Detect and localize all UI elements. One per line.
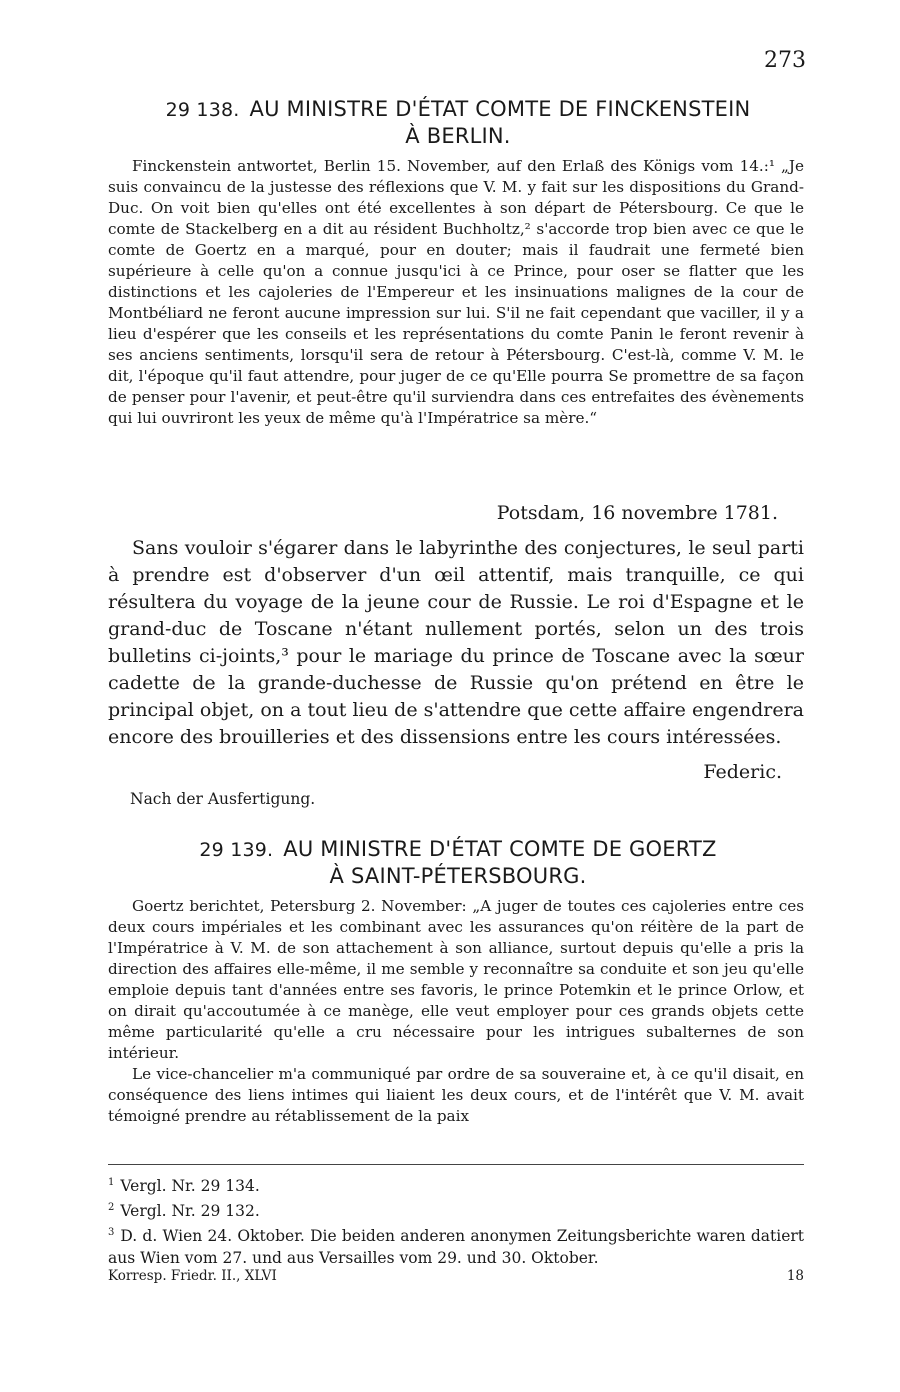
letter2-report-p2: Le vice-chancelier m'a communiqué par ordre de sa souveraine et, à ce qu'il disait, en conséquence des liens intimes qui liaient les deux cours, et de l'intérêt que V. M. avait témoigné prendre au rétablissement de la paix bbox=[108, 1065, 804, 1125]
letter2-title-line1: AU MINISTRE D'ÉTAT COMTE DE GOERTZ bbox=[283, 837, 717, 861]
footnote-3 bbox=[108, 1222, 804, 1269]
letter1-title-line1: AU MINISTRE D'ÉTAT COMTE DE FINCKENSTEIN bbox=[249, 97, 751, 121]
letter2-number: 29 139. bbox=[199, 839, 274, 861]
footnotes bbox=[108, 1172, 804, 1269]
letter1-number: 29 138. bbox=[165, 99, 240, 121]
footer-series-title: Korresp. Friedr. II., XLVI bbox=[108, 1268, 277, 1284]
footnote-mark: 3 bbox=[108, 1227, 115, 1239]
letter2-report-p1: Goertz berichtet, Petersburg 2. November: „A juger de toutes ces cajoleries entre ces deux cours impériales et les combinant avec les assurances qu'on réitère de la part de l'Impératrice à V. M. de son attachement à son alliance, surtout depuis qu'elle a pris la direction des affaires elle-même, il me semble y reconnaître sa conduite et son jeu qu'elle emploie depuis tant d'années entre ses favoris, le prince Potemkin et le prince Orlow, et on dirait qu'accoutumée à ce manège, elle veut employer pour ces grands objets cette même particularité qu'elle a cru nécessaire pour les intrigues subalternes de son intérieur. bbox=[108, 897, 804, 1062]
footnote-1 bbox=[108, 1172, 804, 1197]
letter1-heading bbox=[108, 96, 808, 149]
page-footer bbox=[108, 1268, 804, 1284]
letter1-report-text: Finckenstein antwortet, Berlin 15. November, auf den Erlaß des Königs vom 14.:¹ „Je suis convaincu de la justesse des réflexions que V. M. y fait sur les dispositions du Grand-Duc. On voit bien qu'elles ont été excellentes à son départ de Pétersbourg. Ce que le comte de Stackelberg en a dit au résident Buchholtz,² s'accorde trop bien avec ce que le comte de Goertz en a marqué, pour en douter; mais il faudrait une fermeté bien supérieure à celle qu'on a connue jusqu'ici à ce Prince, pour oser se flatter que les distinctions et les cajoleries de l'Empereur et les insinuations malignes de la cour de Montbéliard ne feront aucune impression sur lui. S'il ne fait cependant que vaciller, il y a lieu d'espérer que les conseils et les représentations du comte Panin le feront revenir à ses anciens sentiments, lorsqu'il sera de retour à Pétersbourg. C'est-là, comme V. M. le dit, l'époque qu'il faut attendre, pour juger de ce qu'Elle pourra Se promettre de sa façon de penser pour l'avenir, et peut-être qu'il surviendra dans ces entrefaites des évènements qui lui ouvriront les yeux de même qu'à l'Impératrice sa mère.“ bbox=[108, 157, 804, 427]
footnote-text: Vergl. Nr. 29 134. bbox=[120, 1177, 260, 1196]
letter1-title-line2: À BERLIN. bbox=[405, 124, 511, 148]
letter2-report bbox=[108, 896, 804, 1127]
footnote-divider bbox=[108, 1164, 804, 1165]
footnote-text: D. d. Wien 24. Oktober. Die beiden anderen anonymen Zeitungsberichte waren datiert aus Wien vom 27. und aus Versailles vom 29. und 30. Oktober. bbox=[108, 1227, 804, 1268]
footnote-mark: 2 bbox=[108, 1202, 115, 1214]
letter1-body-text: Sans vouloir s'égarer dans le labyrinthe des conjectures, le seul parti à prendre est d'observer d'un œil attentif, mais tranquille, ce qui résultera du voyage de la jeune cour de Russie. Le roi d'Espagne et le grand-duc de Toscane n'étant nullement portés, selon un des trois bulletins ci-joints,³ pour le mariage du prince de Toscane avec la sœur cadette de la grande-duchesse de Russie qu'on prétend en être le principal objet, on a tout lieu de s'attendre que cette affaire engendrera encore des brouilleries et des dissensions entre les cours intéressées. bbox=[108, 537, 804, 748]
letter1-signature: Federic. bbox=[703, 761, 782, 783]
letter1-body bbox=[108, 535, 804, 751]
footnote-mark: 1 bbox=[108, 1177, 115, 1188]
footnote-2 bbox=[108, 1197, 804, 1222]
page-number: 273 bbox=[764, 48, 806, 73]
letter1-date: Potsdam, 16 novembre 1781. bbox=[496, 502, 778, 524]
letter1-source-note: Nach der Ausfertigung. bbox=[130, 790, 316, 808]
footer-signature-mark: 18 bbox=[786, 1268, 804, 1284]
letter2-title-line2: À SAINT-PÉTERSBOURG. bbox=[329, 864, 587, 888]
letter1-report bbox=[108, 156, 804, 429]
letter2-heading bbox=[108, 836, 808, 889]
footnote-text: Vergl. Nr. 29 132. bbox=[120, 1202, 260, 1221]
